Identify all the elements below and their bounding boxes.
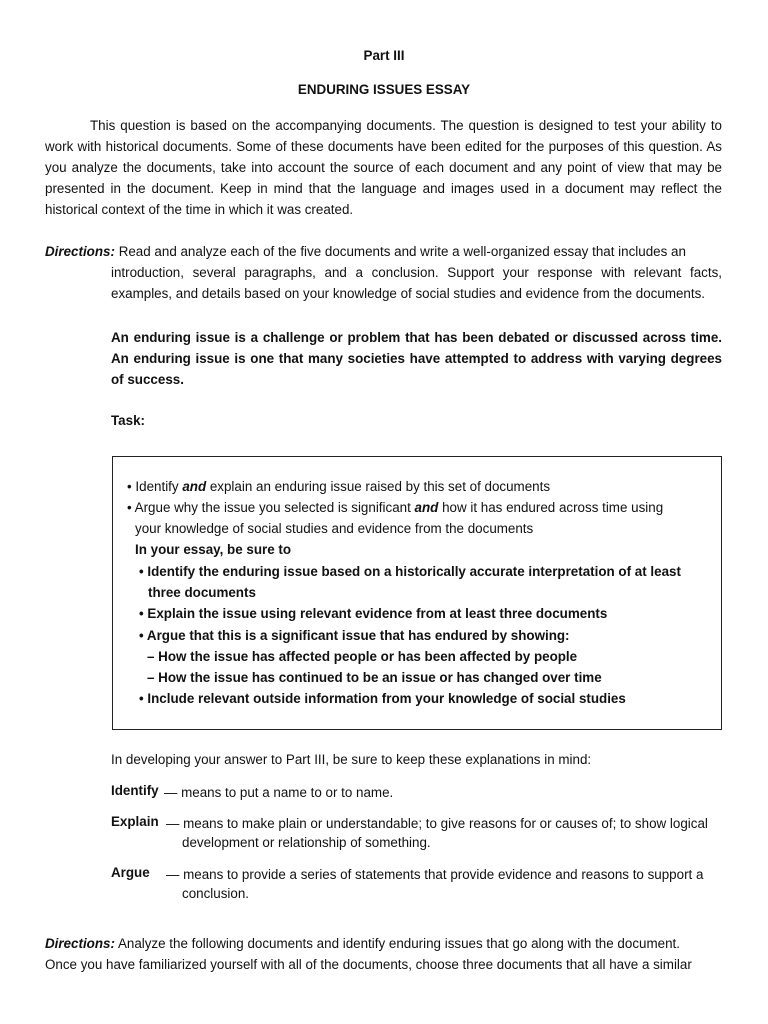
directions2-label: Directions: xyxy=(45,936,115,951)
part-heading: Part III xyxy=(363,48,405,63)
explain-definition: — means to make plain or understandable; to give reasons for or causes of; to show logical development or relationship of something. xyxy=(166,816,708,850)
directions-line1: Read and analyze each of the five documents and write a well-organized essay that includes an xyxy=(118,244,686,259)
directions2-paragraph xyxy=(45,933,735,954)
sure-item-identify-cont: three documents xyxy=(148,585,256,600)
task-bullet-argue-cont: your knowledge of social studies and evidence from the documents xyxy=(135,521,534,536)
task-bullet-identify-pre: • Identify xyxy=(127,479,183,494)
task-bullet-identify-emphasis: and xyxy=(182,479,207,494)
sure-item-explain: • Explain the issue using relevant evidence from at least three documents xyxy=(139,606,608,621)
sure-item-argue: • Argue that this is a significant issue that has endured by showing: xyxy=(139,628,570,643)
task-bullet-identify-post: explain an enduring issue raised by this set of documents xyxy=(206,479,551,494)
intro-paragraph: This question is based on the accompanying documents. The question is designed to test your ability to work with historical documents. Some of these documents have been edited for the purposes of this question. As you analyze the documents, take into account the source of each document and any point of view that may be presented in the document. Keep in mind that the language and images used in a document may reflect the historical context of the time in which it was created. xyxy=(45,118,722,217)
sure-item-identify: • Identify the enduring issue based on a historically accurate interpretation of at least xyxy=(139,564,681,579)
task-bullet-argue-emphasis: and xyxy=(414,500,439,515)
task-box xyxy=(112,456,722,730)
explain-term: Explain xyxy=(111,814,159,829)
task-bullet-argue xyxy=(127,498,663,518)
argue-definition: — means to provide a series of statements that provide evidence and reasons to support a conclusion. xyxy=(166,867,704,901)
sure-subitem-affected: – How the issue has affected people or has been affected by people xyxy=(147,649,578,664)
enduring-issue-definition: An enduring issue is a challenge or problem that has been debated or discussed across time. An enduring issue is one that many societies have attempted to address with varying degrees of success. xyxy=(111,330,722,387)
task-bullet-argue-post: how it has endured across time using xyxy=(438,500,664,515)
essay-title: ENDURING ISSUES ESSAY xyxy=(297,82,471,97)
directions-label: Directions: xyxy=(45,244,115,259)
be-sure-heading: In your essay, be sure to xyxy=(135,542,292,557)
identify-definition: — means to put a name to or to name. xyxy=(164,785,394,800)
directions-paragraph xyxy=(45,241,722,262)
task-bullet-identify xyxy=(127,477,550,497)
task-bullet-argue-pre: • Argue why the issue you selected is significant xyxy=(127,500,415,515)
argue-term: Argue xyxy=(111,865,150,880)
directions2-line1: Analyze the following documents and identify enduring issues that go along with the document. xyxy=(117,936,680,951)
task-label: Task: xyxy=(111,413,145,428)
identify-term: Identify xyxy=(111,783,159,798)
directions2-line2: Once you have familiarized yourself with all of the documents, choose three documents that all have a similar xyxy=(45,957,692,972)
directions-rest: introduction, several paragraphs, and a conclusion. Support your response with relevant facts, examples, and details based on your knowledge of social studies and evidence from the documents. xyxy=(111,265,722,301)
developing-note: In developing your answer to Part III, be sure to keep these explanations in mind: xyxy=(111,752,592,767)
sure-item-outside-info: • Include relevant outside information from your knowledge of social studies xyxy=(139,691,626,706)
sure-subitem-continued: – How the issue has continued to be an issue or has changed over time xyxy=(147,670,602,685)
